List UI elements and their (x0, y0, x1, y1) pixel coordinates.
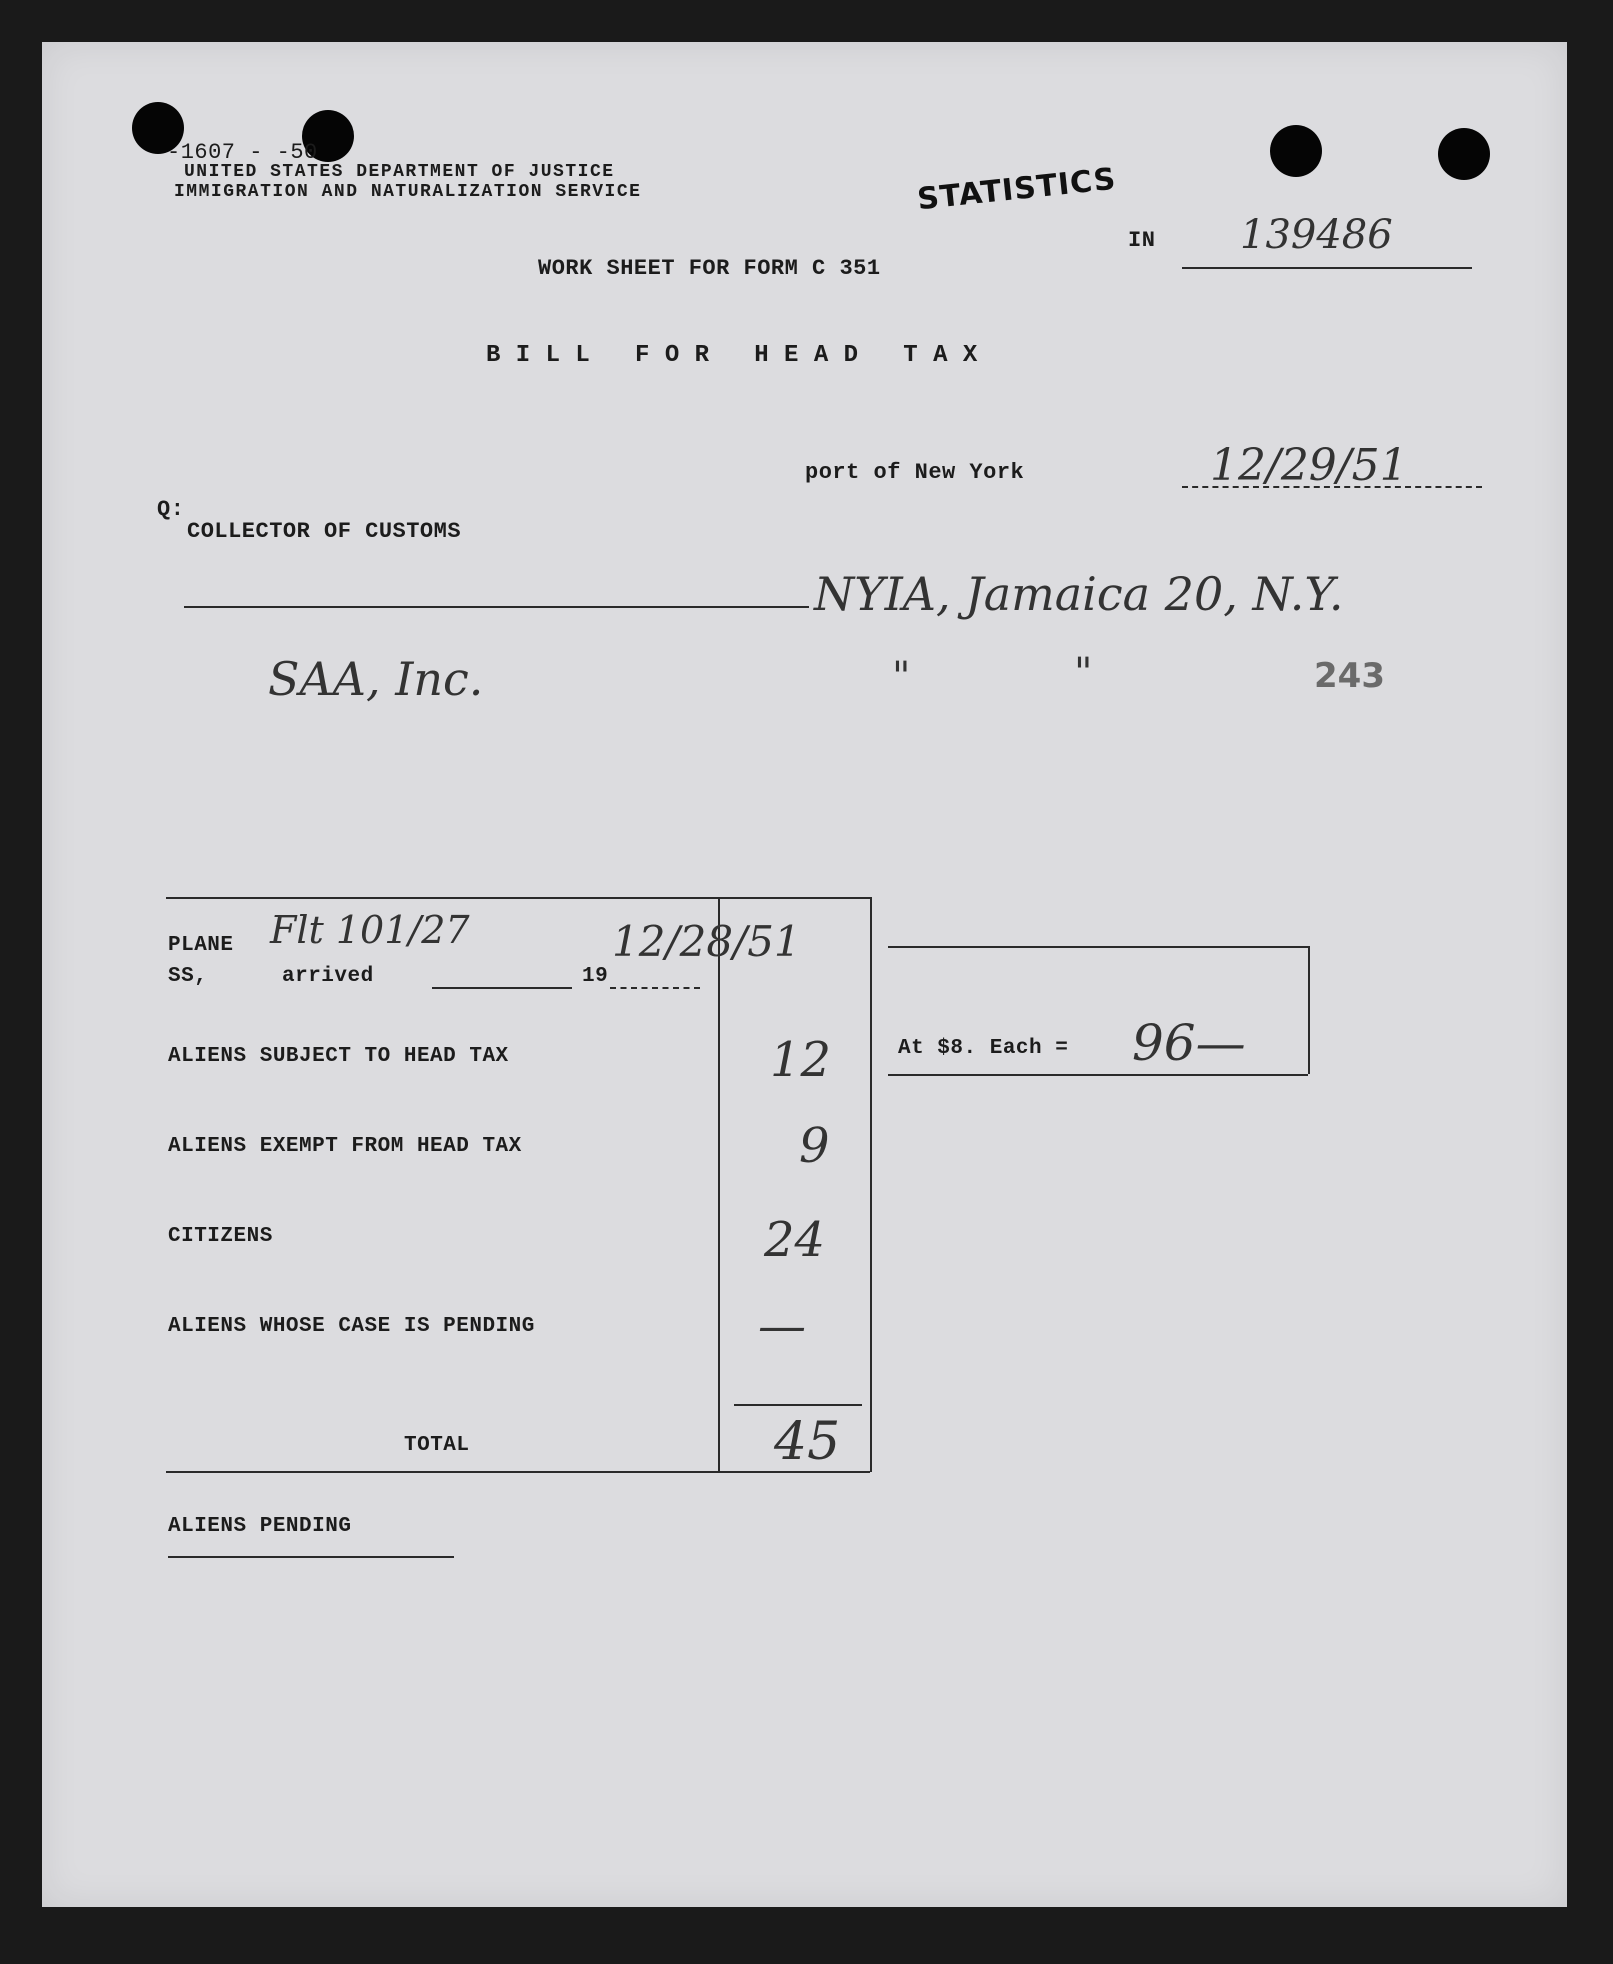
row-value-citizens: 24 (764, 1212, 826, 1268)
tax-rate-label: At $8. Each = (898, 1037, 1069, 1060)
address-line (184, 606, 809, 608)
row-label-exempt: ALIENS EXEMPT FROM HEAD TAX (168, 1135, 522, 1158)
department-name: UNITED STATES DEPARTMENT OF JUSTICE (184, 162, 615, 182)
statistics-stamp: STATISTICS (915, 161, 1118, 218)
collector-label: COLLECTOR OF CUSTOMS (187, 519, 462, 544)
table-top-line (166, 897, 870, 899)
in-number: 139486 (1240, 212, 1393, 258)
row-value-pending: — (758, 1298, 806, 1354)
total-separator (734, 1404, 862, 1406)
in-label: IN (1128, 228, 1156, 253)
service-name: IMMIGRATION AND NATURALIZATION SERVICE (174, 182, 642, 202)
file-number: -1607 - -50 (167, 140, 318, 165)
aliens-pending-underline (168, 1556, 454, 1558)
arrived-underline-1 (432, 987, 572, 989)
ss-label: SS, (168, 965, 208, 988)
tax-box-right (1308, 946, 1310, 1074)
row-label-subject: ALIENS SUBJECT TO HEAD TAX (168, 1045, 509, 1068)
tax-box-bottom (888, 1074, 1308, 1076)
aliens-pending-label: ALIENS PENDING (168, 1515, 352, 1538)
punch-hole-icon (1438, 128, 1490, 180)
port-date: 12/29/51 (1210, 440, 1408, 491)
tax-box-top (888, 946, 1308, 948)
to-label: Q: (157, 497, 185, 522)
document-sheet (42, 42, 1567, 1907)
table-bottom-line (166, 1471, 870, 1473)
punch-hole-icon (1270, 125, 1322, 177)
ditto-mark-2: " (1074, 650, 1093, 696)
table-right-border (870, 897, 872, 1472)
total-label: TOTAL (404, 1434, 470, 1457)
table-divider (718, 897, 720, 1472)
flight-number: Flt 101/27 (270, 908, 470, 952)
in-number-underline (1182, 267, 1472, 269)
port-date-underline (1182, 486, 1482, 488)
arrived-label: arrived (282, 965, 374, 988)
row-label-citizens: CITIZENS (168, 1225, 273, 1248)
plane-label: PLANE (168, 934, 234, 957)
year-prefix: 19 (582, 965, 609, 988)
arrived-underline-2 (610, 987, 700, 989)
row-value-exempt: 9 (799, 1118, 830, 1174)
arrival-date: 12/28/51 (612, 917, 801, 966)
bill-title: B I L L F O R H E A D T A X (486, 342, 978, 369)
stamped-number: 243 (1314, 656, 1385, 696)
total-value: 45 (774, 1412, 841, 1472)
work-sheet-title: WORK SHEET FOR FORM C 351 (538, 256, 881, 281)
collector-address: NYIA, Jamaica 20, N.Y. (814, 567, 1344, 621)
row-value-subject: 12 (770, 1032, 832, 1088)
port-label: port of New York (805, 460, 1025, 485)
row-label-pending: ALIENS WHOSE CASE IS PENDING (168, 1315, 535, 1338)
ditto-mark-1: " (892, 654, 911, 700)
tax-amount: 96— (1132, 1014, 1246, 1072)
carrier-name: SAA, Inc. (268, 652, 484, 706)
